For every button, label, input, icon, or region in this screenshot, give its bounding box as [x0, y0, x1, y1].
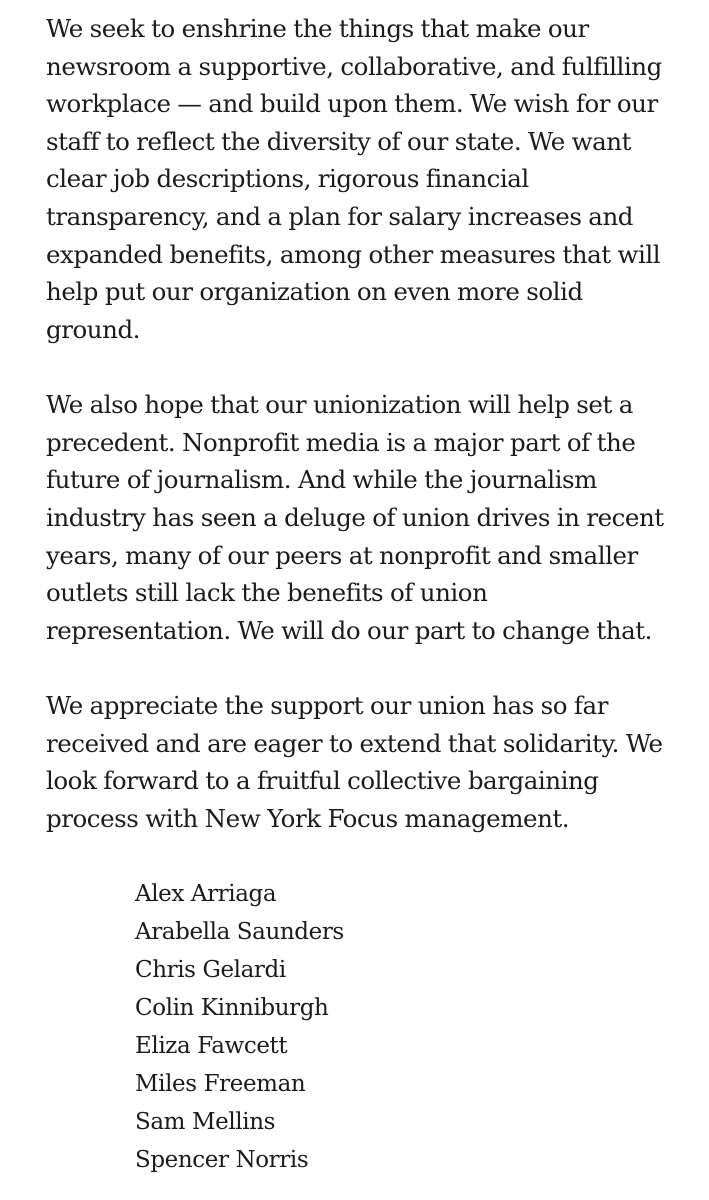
text-line: newsroom a supportive, collaborative, and fulfilling: [46, 51, 662, 81]
signatory-name: Chris Gelardi: [135, 957, 286, 984]
signatory-name: Eliza Fawcett: [135, 1033, 288, 1060]
paragraph-precedent: [46, 386, 686, 649]
text-line: process with New York Focus management.: [46, 803, 570, 833]
signatory-name: Alex Arriaga: [135, 881, 277, 908]
signatory-name: Spencer Norris: [135, 1147, 309, 1174]
text-line: workplace — and build upon them. We wish for our: [46, 89, 658, 119]
text-line: outlets still lack the benefits of union: [46, 578, 488, 608]
text-line: ground.: [46, 314, 141, 344]
letter-body: [46, 10, 686, 1179]
text-line: look forward to a fruitful collective bargaining: [46, 766, 599, 796]
text-line: We appreciate the support our union has so far: [46, 691, 608, 721]
text-line: staff to reflect the diversity of our state. We want: [46, 126, 632, 156]
signatory-name: Arabella Saunders: [135, 919, 344, 946]
text-line: future of journalism. And while the journalism: [46, 465, 597, 495]
signatory-name: Sam Mellins: [135, 1109, 276, 1136]
text-line: We also hope that our unionization will help set a: [46, 390, 633, 420]
signatory-name: Colin Kinniburgh: [135, 995, 329, 1022]
paragraph-goals: [46, 10, 686, 348]
text-line: representation. We will do our part to change that.: [46, 615, 652, 645]
text-line: industry has seen a deluge of union drives in recent: [46, 502, 664, 532]
text-line: transparency, and a plan for salary increases and: [46, 201, 634, 231]
text-line: help put our organization on even more solid: [46, 277, 583, 307]
text-line: clear job descriptions, rigorous financial: [46, 164, 529, 194]
text-line: precedent. Nonprofit media is a major part of the: [46, 427, 636, 457]
text-line: years, many of our peers at nonprofit and smaller: [46, 540, 638, 570]
signatory-list: [135, 875, 686, 1179]
text-line: We seek to enshrine the things that make our: [46, 14, 589, 43]
signatory-name: Miles Freeman: [135, 1071, 306, 1098]
text-line: expanded benefits, among other measures that will: [46, 239, 661, 269]
paragraph-appreciation: [46, 687, 686, 837]
text-line: received and are eager to extend that solidarity. We: [46, 728, 663, 758]
